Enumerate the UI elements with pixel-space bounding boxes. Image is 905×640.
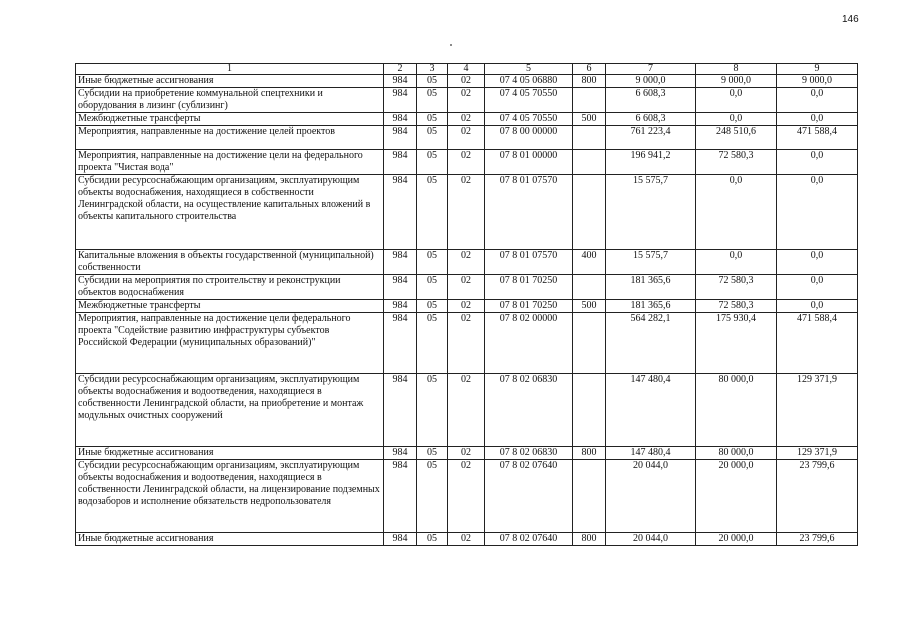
page-number: 146 (842, 14, 859, 25)
row-target-article: 07 4 05 70550 (485, 113, 573, 126)
table-row (76, 300, 858, 313)
row-name: Субсидии на приобретение коммунальной спецтехники и оборудования в лизинг (сублизинг) (76, 88, 384, 113)
row-amount-col8: 72 580,3 (696, 150, 777, 175)
row-amount-col8: 0,0 (696, 113, 777, 126)
row-target-article: 07 8 02 07640 (485, 533, 573, 546)
row-ministry-code: 984 (384, 126, 417, 150)
row-amount-col7: 761 223,4 (606, 126, 696, 150)
header-cell: 1 (76, 64, 384, 75)
row-target-article: 07 8 01 07570 (485, 250, 573, 275)
table-row (76, 447, 858, 460)
row-amount-col8: 72 580,3 (696, 300, 777, 313)
row-amount-col9: 0,0 (777, 250, 858, 275)
row-section: 05 (417, 113, 448, 126)
row-amount-col7: 6 608,3 (606, 113, 696, 126)
row-expense-type: 800 (573, 447, 606, 460)
row-section: 05 (417, 300, 448, 313)
row-section: 05 (417, 374, 448, 447)
row-ministry-code: 984 (384, 175, 417, 250)
row-target-article: 07 8 00 00000 (485, 126, 573, 150)
row-expense-type: 400 (573, 250, 606, 275)
row-name: Капитальные вложения в объекты государственной (муниципальной) собственности (76, 250, 384, 275)
row-amount-col7: 20 044,0 (606, 533, 696, 546)
header-cell: 4 (448, 64, 485, 75)
header-cell: 8 (696, 64, 777, 75)
row-amount-col9: 9 000,0 (777, 75, 858, 88)
row-expense-type (573, 175, 606, 250)
row-section: 05 (417, 175, 448, 250)
row-amount-col9: 0,0 (777, 113, 858, 126)
header-cell: 3 (417, 64, 448, 75)
row-amount-col9: 471 588,4 (777, 313, 858, 374)
row-section: 05 (417, 250, 448, 275)
row-target-article: 07 8 01 07570 (485, 175, 573, 250)
row-amount-col9: 471 588,4 (777, 126, 858, 150)
row-target-article: 07 8 02 06830 (485, 447, 573, 460)
row-amount-col8: 20 000,0 (696, 460, 777, 533)
row-subsection: 02 (448, 374, 485, 447)
row-amount-col9: 129 371,9 (777, 374, 858, 447)
header-cell: 6 (573, 64, 606, 75)
row-expense-type (573, 460, 606, 533)
row-section: 05 (417, 313, 448, 374)
row-amount-col9: 23 799,6 (777, 533, 858, 546)
row-amount-col9: 0,0 (777, 150, 858, 175)
table-row (76, 533, 858, 546)
row-ministry-code: 984 (384, 460, 417, 533)
row-ministry-code: 984 (384, 75, 417, 88)
row-subsection: 02 (448, 150, 485, 175)
row-expense-type: 500 (573, 300, 606, 313)
row-amount-col7: 564 282,1 (606, 313, 696, 374)
row-target-article: 07 8 01 70250 (485, 275, 573, 300)
row-name: Иные бюджетные ассигнования (76, 447, 384, 460)
table-row (76, 313, 858, 374)
row-subsection: 02 (448, 88, 485, 113)
row-section: 05 (417, 447, 448, 460)
row-name: Межбюджетные трансферты (76, 113, 384, 126)
row-amount-col7: 15 575,7 (606, 250, 696, 275)
row-name: Субсидии ресурсоснабжающим организациям, эксплуатирующим объекты водоснабжения, находящиеся в собственности Ленинградской области, на осуществление капитальных вложений в объекты капитального строительства (76, 175, 384, 250)
row-subsection: 02 (448, 447, 485, 460)
header-cell: 5 (485, 64, 573, 75)
row-amount-col8: 20 000,0 (696, 533, 777, 546)
row-amount-col7: 147 480,4 (606, 447, 696, 460)
row-ministry-code: 984 (384, 533, 417, 546)
row-section: 05 (417, 150, 448, 175)
row-name: Субсидии ресурсоснабжающим организациям, эксплуатирующим объекты водоснабжения и водоотведения, находящиеся в собственности Ленинградской области, на приобретение и монтаж модульных очистных сооружений (76, 374, 384, 447)
scan-speck (450, 44, 452, 46)
row-expense-type: 800 (573, 533, 606, 546)
row-name: Мероприятия, направленные на достижение цели на федерального проекта "Чистая вода" (76, 150, 384, 175)
row-section: 05 (417, 275, 448, 300)
row-amount-col7: 20 044,0 (606, 460, 696, 533)
row-subsection: 02 (448, 113, 485, 126)
row-subsection: 02 (448, 460, 485, 533)
row-amount-col7: 6 608,3 (606, 88, 696, 113)
row-ministry-code: 984 (384, 300, 417, 313)
row-amount-col7: 181 365,6 (606, 275, 696, 300)
row-section: 05 (417, 126, 448, 150)
row-expense-type (573, 126, 606, 150)
row-amount-col8: 72 580,3 (696, 275, 777, 300)
table-row (76, 460, 858, 533)
row-subsection: 02 (448, 313, 485, 374)
row-expense-type (573, 150, 606, 175)
row-section: 05 (417, 533, 448, 546)
row-amount-col9: 0,0 (777, 275, 858, 300)
row-ministry-code: 984 (384, 250, 417, 275)
row-subsection: 02 (448, 126, 485, 150)
row-section: 05 (417, 75, 448, 88)
row-ministry-code: 984 (384, 447, 417, 460)
budget-table (75, 63, 858, 546)
row-amount-col8: 0,0 (696, 250, 777, 275)
row-name: Иные бюджетные ассигнования (76, 75, 384, 88)
row-target-article: 07 8 02 00000 (485, 313, 573, 374)
row-amount-col8: 175 930,4 (696, 313, 777, 374)
row-subsection: 02 (448, 275, 485, 300)
row-ministry-code: 984 (384, 113, 417, 126)
row-amount-col7: 181 365,6 (606, 300, 696, 313)
row-ministry-code: 984 (384, 150, 417, 175)
table-row (76, 275, 858, 300)
header-cell: 7 (606, 64, 696, 75)
table-row (76, 150, 858, 175)
row-ministry-code: 984 (384, 88, 417, 113)
row-expense-type (573, 88, 606, 113)
row-subsection: 02 (448, 75, 485, 88)
header-cell: 9 (777, 64, 858, 75)
row-amount-col8: 0,0 (696, 88, 777, 113)
row-subsection: 02 (448, 300, 485, 313)
row-target-article: 07 8 02 07640 (485, 460, 573, 533)
table-row (76, 374, 858, 447)
table-row (76, 126, 858, 150)
row-section: 05 (417, 460, 448, 533)
row-target-article: 07 8 02 06830 (485, 374, 573, 447)
row-name: Субсидии ресурсоснабжающим организациям, эксплуатирующим объекты водоснабжения и водоотведения, находящиеся в собственности Ленинградской области, на лицензирование подземных водозаборов и исполнение обязательств недропользователя (76, 460, 384, 533)
row-amount-col7: 147 480,4 (606, 374, 696, 447)
table-row (76, 113, 858, 126)
row-target-article: 07 4 05 70550 (485, 88, 573, 113)
row-name: Межбюджетные трансферты (76, 300, 384, 313)
row-target-article: 07 8 01 00000 (485, 150, 573, 175)
row-subsection: 02 (448, 533, 485, 546)
row-expense-type: 500 (573, 113, 606, 126)
row-name: Мероприятия, направленные на достижение целей проектов (76, 126, 384, 150)
row-ministry-code: 984 (384, 374, 417, 447)
row-name: Иные бюджетные ассигнования (76, 533, 384, 546)
header-row (76, 64, 858, 75)
row-ministry-code: 984 (384, 275, 417, 300)
row-target-article: 07 4 05 06880 (485, 75, 573, 88)
header-cell: 2 (384, 64, 417, 75)
table-body (76, 75, 858, 546)
table-row (76, 88, 858, 113)
row-amount-col9: 23 799,6 (777, 460, 858, 533)
table-row (76, 250, 858, 275)
row-amount-col8: 0,0 (696, 175, 777, 250)
row-subsection: 02 (448, 175, 485, 250)
row-expense-type (573, 275, 606, 300)
row-amount-col9: 0,0 (777, 300, 858, 313)
row-amount-col7: 9 000,0 (606, 75, 696, 88)
row-target-article: 07 8 01 70250 (485, 300, 573, 313)
row-amount-col8: 80 000,0 (696, 374, 777, 447)
row-section: 05 (417, 88, 448, 113)
table-row (76, 75, 858, 88)
row-amount-col7: 15 575,7 (606, 175, 696, 250)
table-row (76, 175, 858, 250)
row-name: Субсидии на мероприятия по строительству и реконструкции объектов водоснабжения (76, 275, 384, 300)
row-ministry-code: 984 (384, 313, 417, 374)
row-amount-col9: 0,0 (777, 175, 858, 250)
row-expense-type: 800 (573, 75, 606, 88)
row-amount-col8: 248 510,6 (696, 126, 777, 150)
row-expense-type (573, 313, 606, 374)
row-name: Мероприятия, направленные на достижение цели федерального проекта "Содействие развитию инфраструктуры субъектов Российской Федерации (муниципальных образований)" (76, 313, 384, 374)
row-amount-col9: 0,0 (777, 88, 858, 113)
row-expense-type (573, 374, 606, 447)
row-amount-col7: 196 941,2 (606, 150, 696, 175)
row-amount-col8: 9 000,0 (696, 75, 777, 88)
row-amount-col8: 80 000,0 (696, 447, 777, 460)
row-subsection: 02 (448, 250, 485, 275)
row-amount-col9: 129 371,9 (777, 447, 858, 460)
